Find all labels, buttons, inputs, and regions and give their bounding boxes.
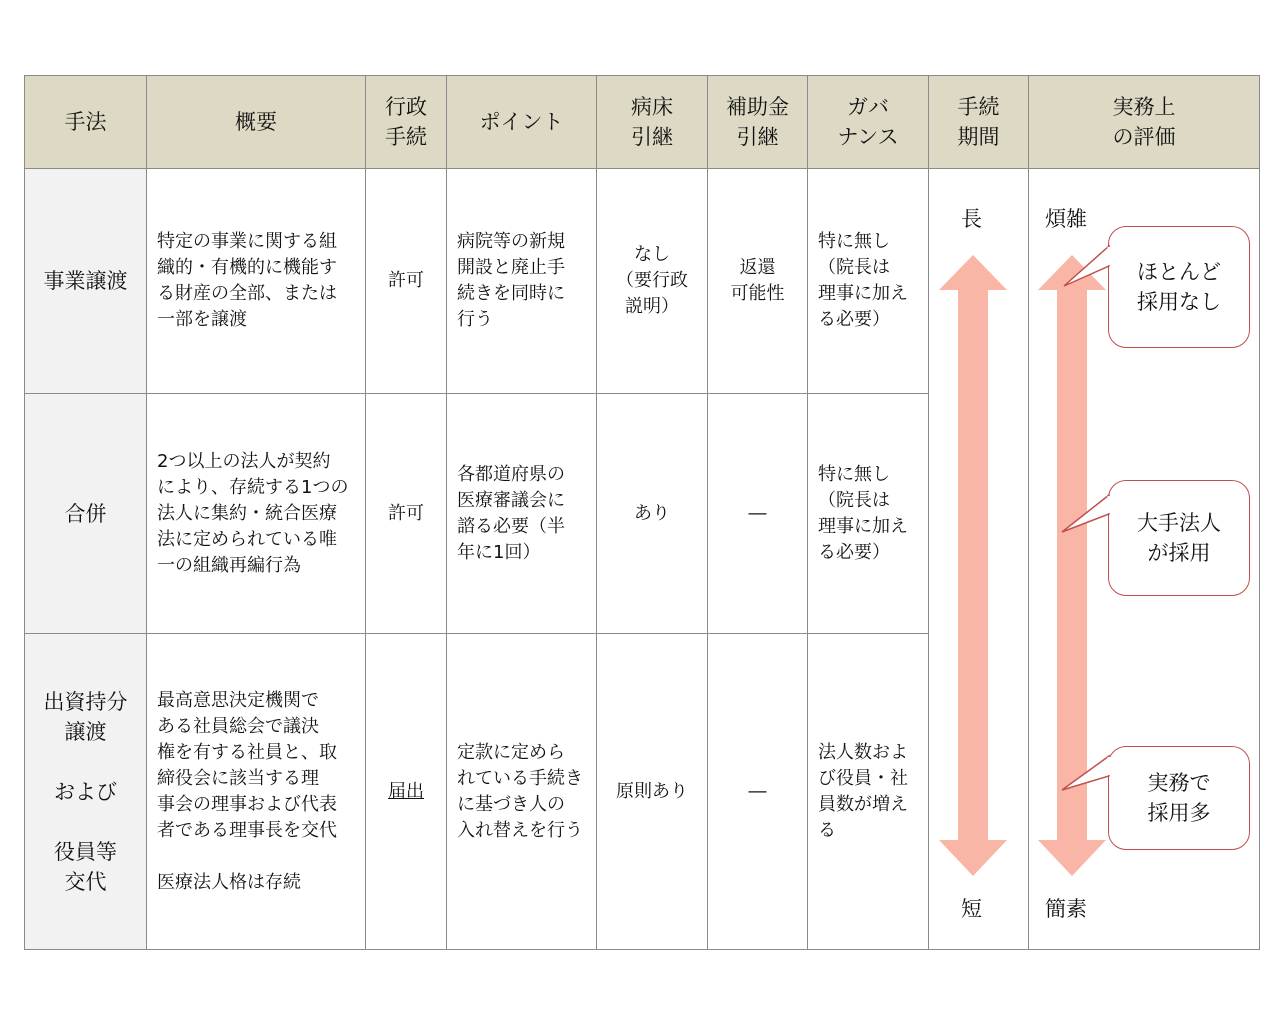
row-summary: 特定の事業に関する組 織的・有機的に機能す る財産の全部、または 一部を譲渡 — [146, 168, 366, 394]
evaluation-complex-label: 煩雑 — [1045, 207, 1087, 231]
callout-common-in-practice: 実務で 採用多 — [1108, 746, 1250, 850]
header-summary: 概要 — [146, 75, 366, 169]
row-point: 病院等の新規 開設と廃止手 続きを同時に 行う — [446, 168, 597, 394]
row-summary: 最高意思決定機関で ある社員総会で議決 権を有する社員と、取 締役会に該当する理 事会の理事および代表 者である理事長を交代 医療法人格は存続 — [146, 633, 366, 950]
row-admin: 許可 — [365, 393, 447, 634]
row-governance: 特に無し （院長は 理事に加え る必要） — [807, 168, 929, 394]
row-summary: 2つ以上の法人が契約 により、存続する1つの 法人に集約・統合医療 法に定められている唯 一の組織再編行為 — [146, 393, 366, 634]
header-subsidy-transfer: 補助金 引継 — [707, 75, 808, 169]
period-long-label: 長 — [961, 207, 982, 231]
evaluation-simple-label: 簡素 — [1045, 897, 1087, 921]
header-method: 手法 — [24, 75, 147, 169]
row-method-shusshi-mochibun: 出資持分 譲渡 および 役員等 交代 — [24, 633, 147, 950]
row-admin: 届出 — [365, 633, 447, 950]
row-admin: 許可 — [365, 168, 447, 394]
callout-large-corps-adopt: 大手法人 が採用 — [1108, 480, 1250, 596]
row-governance: 法人数およ び役員・社 員数が増え る — [807, 633, 929, 950]
row-subsidy: 返還 可能性 — [707, 168, 808, 394]
row-governance: 特に無し （院長は 理事に加え る必要） — [807, 393, 929, 634]
evaluation-double-arrow — [1038, 255, 1106, 876]
row-subsidy: ― — [707, 633, 808, 950]
row-beds: あり — [596, 393, 708, 634]
row-beds: 原則あり — [596, 633, 708, 950]
callout-rarely-adopted: ほとんど 採用なし — [1108, 226, 1250, 348]
period-double-arrow — [939, 255, 1007, 876]
row-point: 定款に定めら れている手続き に基づき人の 入れ替えを行う — [446, 633, 597, 950]
header-point: ポイント — [446, 75, 597, 169]
period-short-label: 短 — [961, 897, 982, 921]
row-subsidy: ― — [707, 393, 808, 634]
row-beds: なし （要行政 説明） — [596, 168, 708, 394]
row-method-jigyo-joto: 事業譲渡 — [24, 168, 147, 394]
row-method-gappei: 合併 — [24, 393, 147, 634]
header-procedure-period: 手続 期間 — [928, 75, 1029, 169]
header-bed-transfer: 病床 引継 — [596, 75, 708, 169]
row-point: 各都道府県の 医療審議会に 諮る必要（半 年に1回） — [446, 393, 597, 634]
header-admin-procedure: 行政 手続 — [365, 75, 447, 169]
header-governance: ガバ ナンス — [807, 75, 929, 169]
header-practical-evaluation: 実務上 の評価 — [1028, 75, 1260, 169]
